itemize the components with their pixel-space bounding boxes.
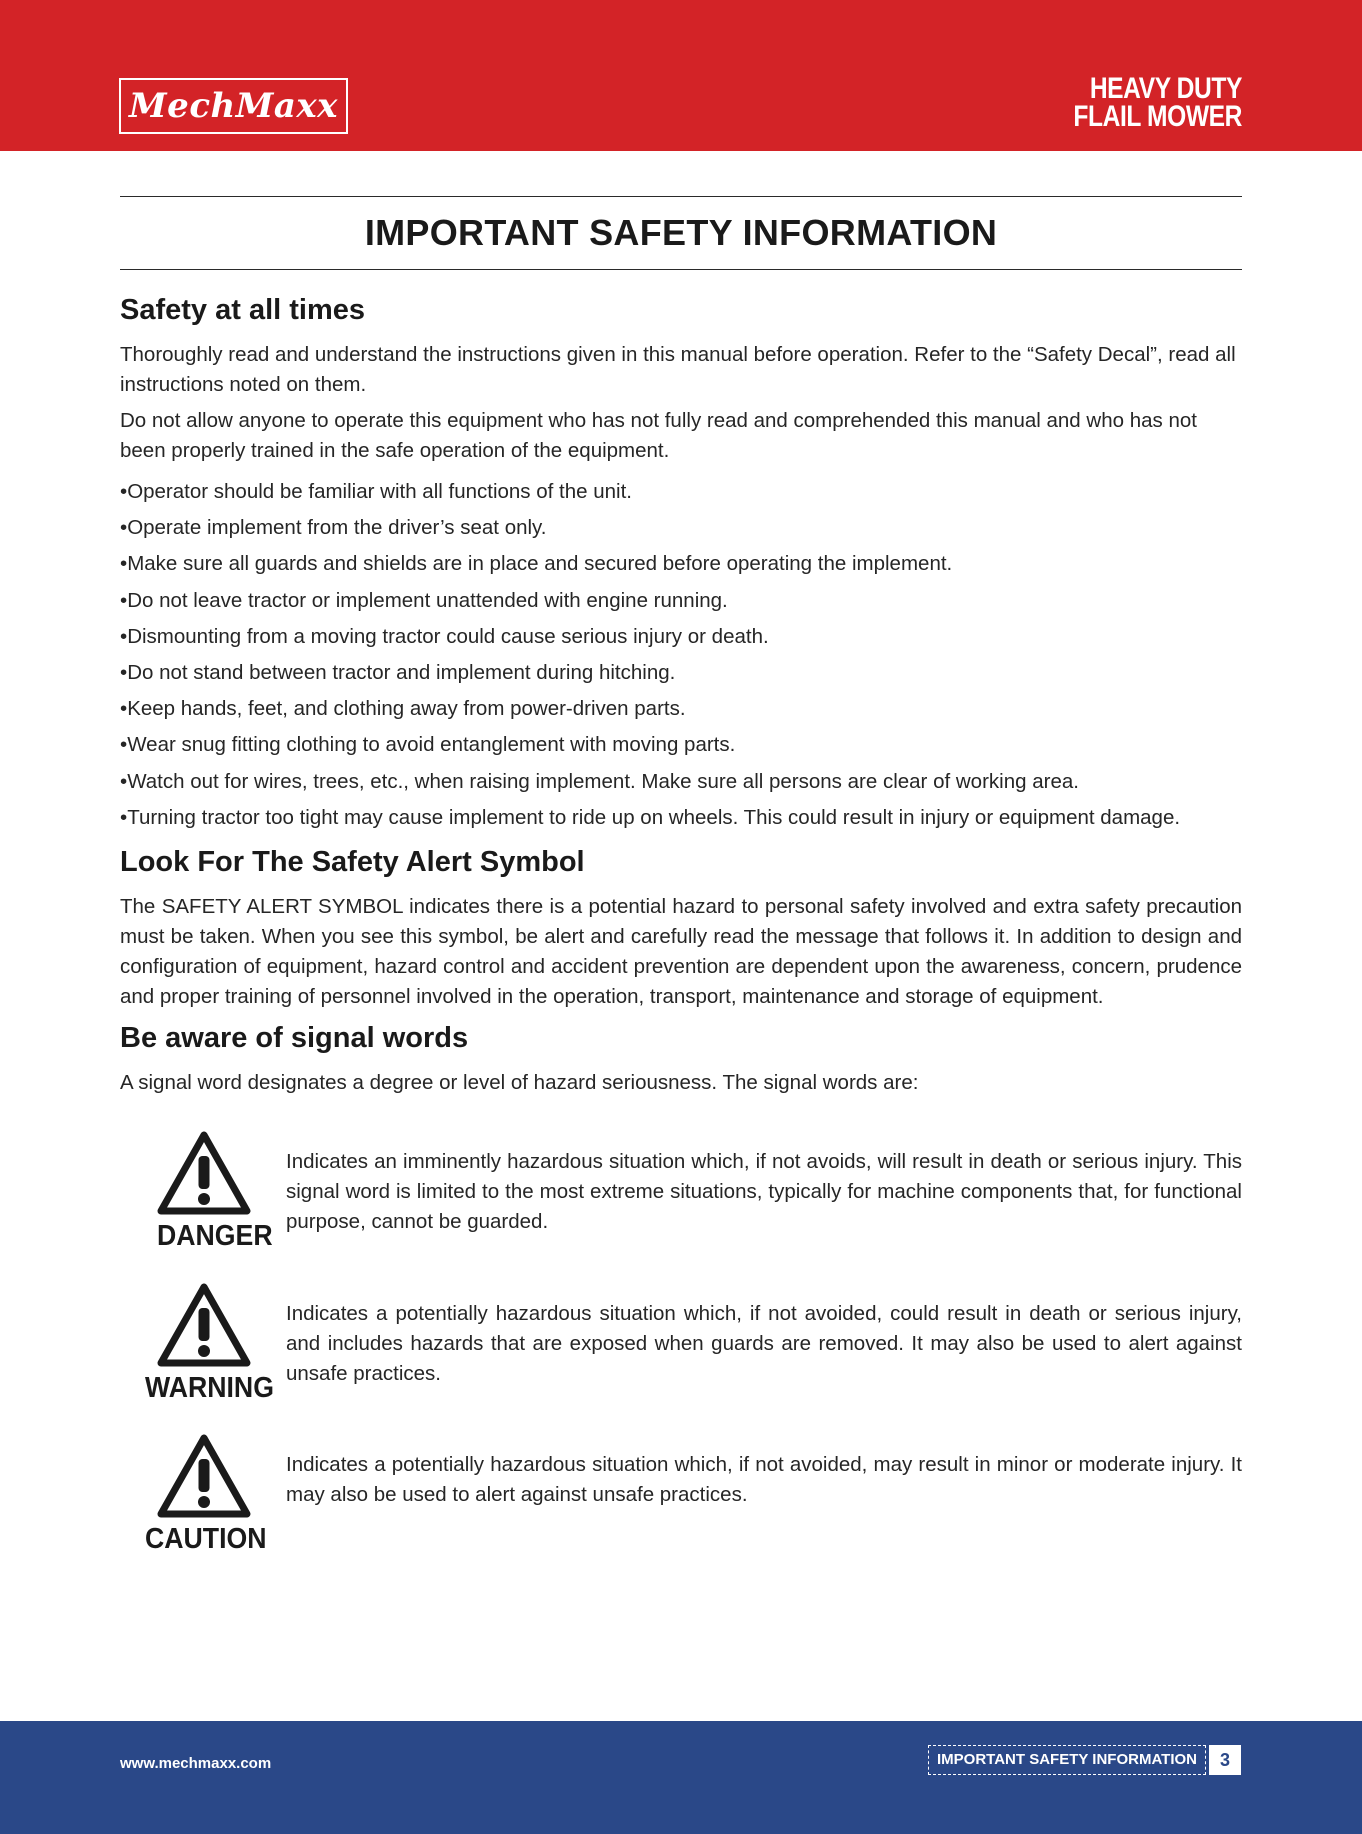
paragraph: Thoroughly read and understand the instructions given in this manual before operation. Refer to the “Safety Decal”, read all instructions noted on them. bbox=[120, 343, 1236, 396]
safety-bullet-list bbox=[120, 474, 1242, 836]
list-item: • Dismounting from a moving tractor could cause serious injury or death. bbox=[120, 619, 1242, 655]
signal-description: Indicates a potentially hazardous situation which, if not avoided, may result in minor or moderate injury. It may also be used to alert against unsafe practices. bbox=[286, 1453, 1242, 1506]
signal-symbol bbox=[120, 1130, 280, 1260]
page-number: 3 bbox=[1209, 1745, 1241, 1775]
list-item: • Operate implement from the driver’s seat only. bbox=[120, 510, 1242, 546]
signal-word: WARNING bbox=[145, 1372, 274, 1404]
signal-word: DANGER bbox=[157, 1220, 273, 1252]
warning-triangle-icon bbox=[156, 1433, 252, 1519]
header-band bbox=[0, 0, 1362, 151]
list-item: • Operator should be familiar with all functions of the unit. bbox=[120, 474, 1242, 510]
footer-band bbox=[0, 1721, 1362, 1834]
brand-logo: MechMaxx bbox=[119, 78, 348, 134]
section-safety-at-all-times bbox=[120, 288, 1242, 836]
list-item: • Wear snug fitting clothing to avoid entanglement with moving parts. bbox=[120, 727, 1242, 763]
website-link[interactable]: www.mechmaxx.com bbox=[120, 1755, 272, 1772]
signal-word: CAUTION bbox=[145, 1523, 267, 1555]
signal-symbol bbox=[120, 1433, 280, 1563]
list-item: • Keep hands, feet, and clothing away from power-driven parts. bbox=[120, 691, 1242, 727]
list-item: • Make sure all guards and shields are in place and secured before operating the implement. bbox=[120, 546, 1242, 582]
section-signal-words bbox=[120, 1016, 1242, 1098]
signal-description: Indicates an imminently hazardous situation which, if not avoids, will result in death or serious injury. This signal word is limited to the most extreme situations, typically for machine components that, for functional purpose, cannot be guarded. bbox=[286, 1150, 1242, 1233]
footer-section-label: IMPORTANT SAFETY INFORMATION bbox=[928, 1745, 1206, 1775]
list-item: • Do not stand between tractor and implement during hitching. bbox=[120, 655, 1242, 691]
list-item: • Watch out for wires, trees, etc., when raising implement. Make sure all persons are clear of working area. bbox=[120, 764, 1242, 800]
page-title: IMPORTANT SAFETY INFORMATION bbox=[364, 212, 998, 253]
title-rule-bottom bbox=[120, 269, 1242, 270]
signal-symbol bbox=[120, 1282, 280, 1412]
section-heading: Be aware of signal words bbox=[120, 1022, 469, 1055]
section-heading: Safety at all times bbox=[120, 294, 365, 326]
paragraph: The SAFETY ALERT SYMBOL indicates there is a potential hazard to personal safety involved and extra safety precaution must be taken. When you see this symbol, be alert and carefully read the message that follows it. In addition to design and configuration of equipment, hazard control and accident prevention are dependent upon the awareness, concern, prudence and proper training of personnel involved in the operation, transport, maintenance and storage of equipment. bbox=[120, 895, 1242, 1009]
product-name-line-2: FLAIL MOWER bbox=[1073, 100, 1242, 133]
product-name bbox=[996, 72, 1242, 133]
product-name-line-1: HEAVY DUTY bbox=[1089, 72, 1242, 105]
paragraph: Do not allow anyone to operate this equipment who has not fully read and comprehended this manual and who has not been properly trained in the safe operation of the equipment. bbox=[120, 409, 1197, 462]
section-heading: Look For The Safety Alert Symbol bbox=[120, 846, 585, 879]
paragraph: A signal word designates a degree or level of hazard seriousness. The signal words are: bbox=[120, 1071, 919, 1095]
list-item: • Do not leave tractor or implement unattended with engine running. bbox=[120, 583, 1242, 619]
warning-triangle-icon bbox=[156, 1130, 252, 1216]
list-item: • Turning tractor too tight may cause implement to ride up on wheels. This could result in injury or equipment damage. bbox=[120, 800, 1242, 836]
signal-description: Indicates a potentially hazardous situation which, if not avoided, could result in death or serious injury, and includes hazards that are exposed when guards are removed. It may also be used to alert against unsafe practices. bbox=[286, 1302, 1242, 1385]
title-rule-top bbox=[120, 196, 1242, 197]
warning-triangle-icon bbox=[156, 1282, 252, 1368]
section-safety-alert-symbol bbox=[120, 840, 1242, 1012]
main-content bbox=[120, 288, 1242, 1098]
